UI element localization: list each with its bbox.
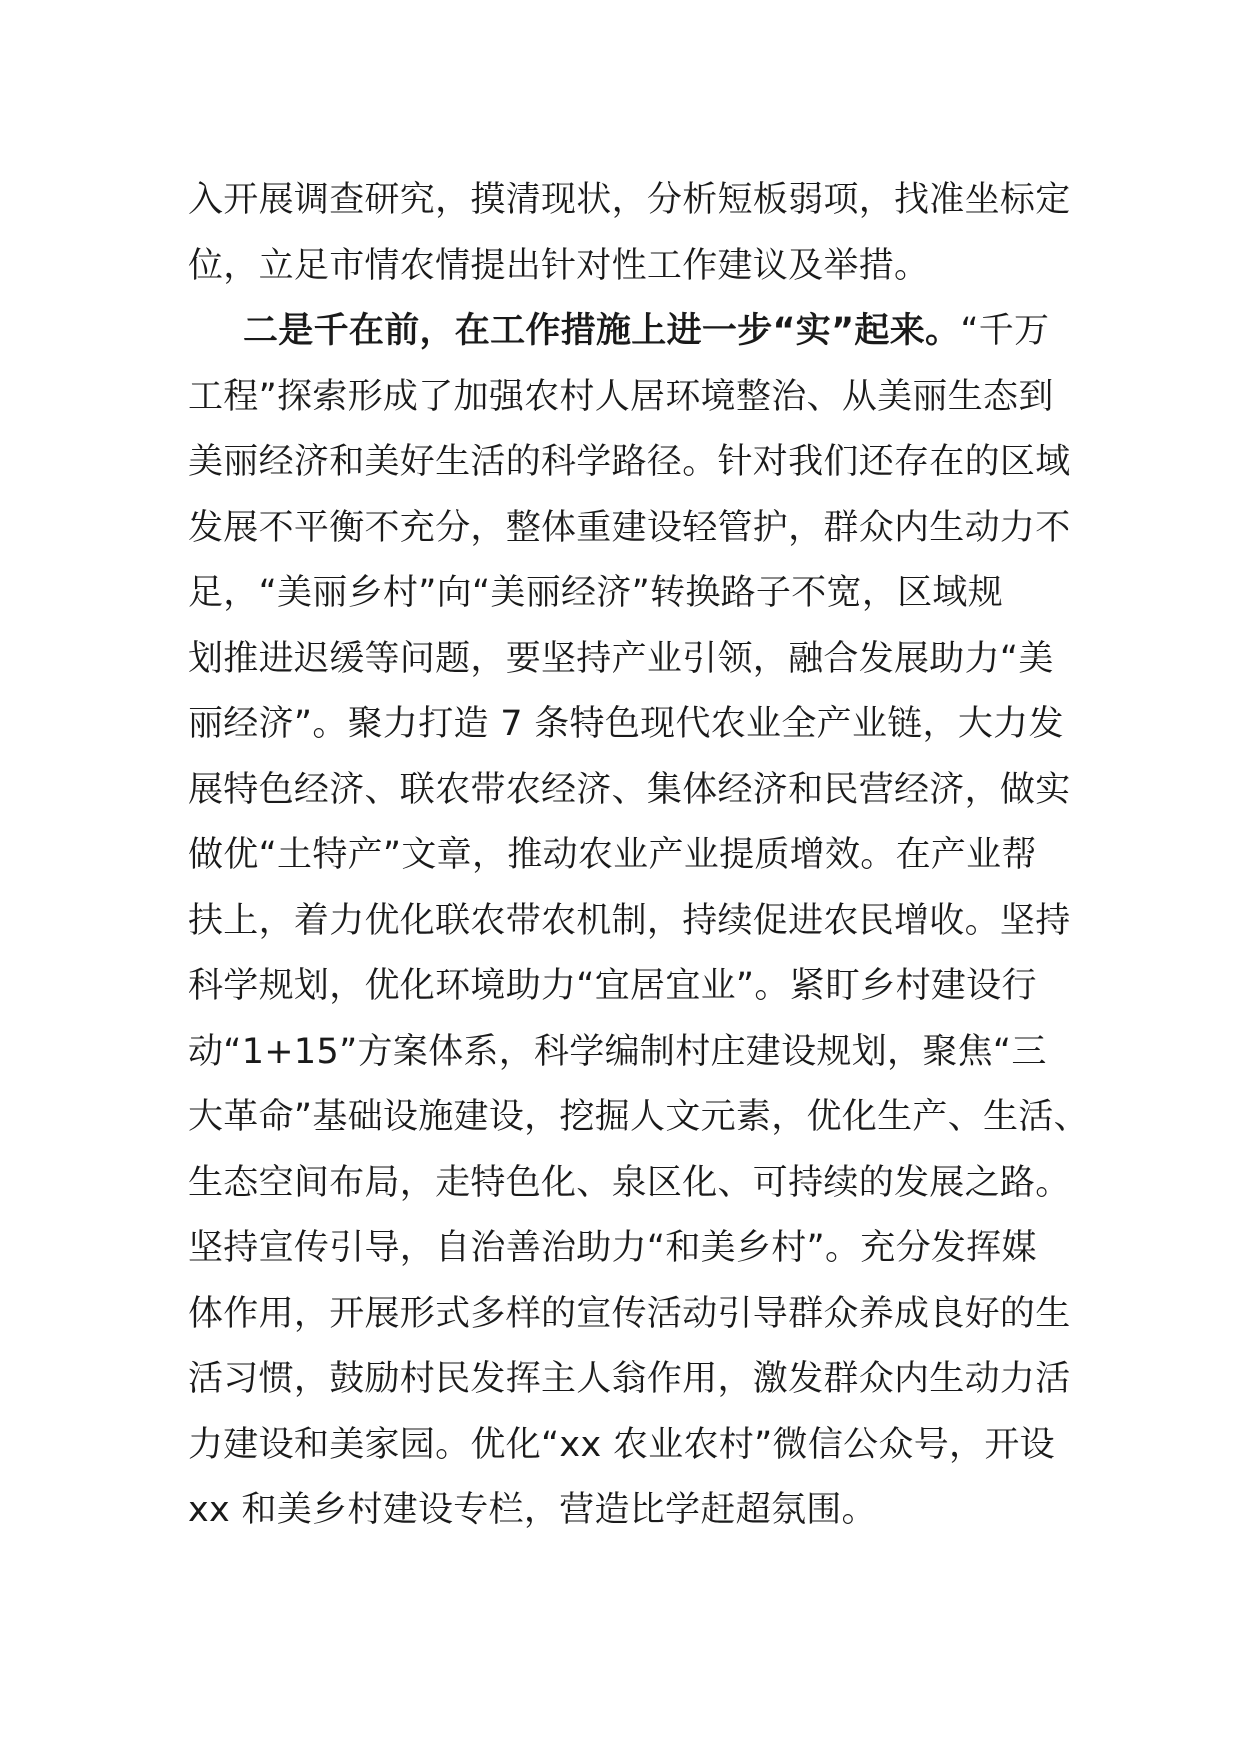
text-line: 展特色经济、联农带农经济、集体经济和民营经济，做实 <box>188 769 1071 810</box>
text-line: 活习惯，鼓励村民发挥主人翁作用，激发群众内生动力活 <box>188 1359 1071 1399</box>
paragraph-heading: 二是千在前，在工作措施上进一步“实”起来。 <box>243 311 961 351</box>
text-line: 工程”探索形成了加强农村人居环境整治、从美丽生态到 <box>188 376 1054 417</box>
text-line: 丽经济”。聚力打造 7 条特色现代农业全产业链，大力发 <box>188 704 1064 744</box>
text-fragment: “千万 <box>960 311 1050 351</box>
text-line: 动“1+15”方案体系，科学编制村庄建设规划，聚焦“三 <box>188 1031 1047 1072</box>
text-line: 入开展调查研究，摸清现状，分析短板弱项，找准坐标定 <box>188 180 1071 220</box>
text-line: 科学规划，优化环境助力“宜居宜业”。紧盯乡村建设行 <box>188 966 1037 1006</box>
text-line: xx 和美乡村建设专栏，营造比学赶超氛围。 <box>188 1490 877 1530</box>
text-line: 生态空间布局，走特色化、泉区化、可持续的发展之路。 <box>188 1162 1071 1203</box>
text-line: 划推进迟缓等问题，要坚持产业引领，融合发展助力“美 <box>188 638 1054 679</box>
text-line: 大革命”基础设施建设，挖掘人文元素，优化生产、生活、 <box>188 1097 1089 1137</box>
text-line: 扶上，着力优化联农带农机制，持续促进农民增收。坚持 <box>188 900 1071 941</box>
text-line: 坚持宣传引导，自治善治助力“和美乡村”。充分发挥媒 <box>188 1228 1037 1268</box>
text-line: 做优“土特产”文章，推动农业产业提质增效。在产业帮 <box>188 835 1037 875</box>
text-line: 美丽经济和美好生活的科学路径。针对我们还存在的区域 <box>188 442 1071 482</box>
text-line: 足，“美丽乡村”向“美丽经济”转换路子不宽，区域规 <box>188 573 1004 613</box>
body-text <box>188 168 1089 1544</box>
text-line: 力建设和美家园。优化“xx 农业农村”微信公众号，开设 <box>188 1424 1055 1465</box>
text-line: 位，立足市情农情提出针对性工作建议及举措。 <box>188 245 930 286</box>
text-line: 体作用，开展形式多样的宣传活动引导群众养成良好的生 <box>188 1293 1071 1334</box>
paragraph-heading-line <box>188 299 1068 365</box>
text-line: 发展不平衡不充分，整体重建设轻管护，群众内生动力不 <box>188 507 1071 548</box>
